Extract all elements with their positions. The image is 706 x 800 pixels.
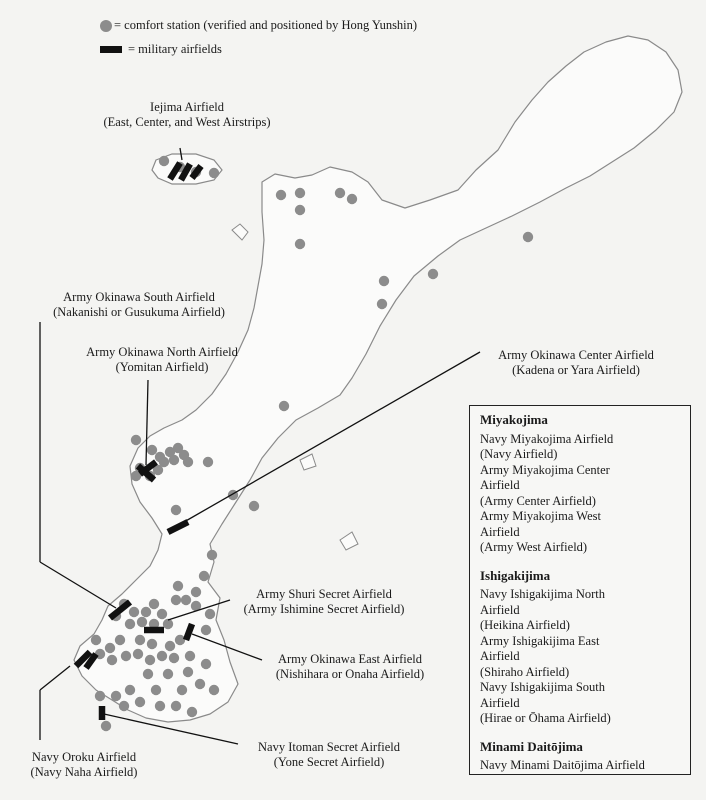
comfort-station-dot [171,505,181,515]
leader-line-oroku [40,666,70,690]
comfort-station-dot [125,619,135,629]
comfort-station-dot [181,595,191,605]
group-line: (Army Center Airfield) [480,493,596,508]
comfort-station-dot [249,501,259,511]
comfort-station-dot [165,641,175,651]
comfort-station-dot [191,587,201,597]
comfort-station-dot [173,581,183,591]
group-line: Navy Minami Daitōjima Airfield [480,758,645,772]
group-title: Ishigakijima [480,567,551,583]
comfort-station-dot [201,625,211,635]
group-line: (Army West Airfield) [480,540,588,554]
comfort-station-dot [125,685,135,695]
comfort-station-dot [177,685,187,695]
comfort-station-dot [143,669,153,679]
comfort-station-dot [183,457,193,467]
comfort-station-dot [209,168,219,178]
comfort-station-dot [131,435,141,445]
comfort-station-dot [157,651,167,661]
group-line: Army Miyakojima West [480,509,601,523]
comfort-station-dot [295,239,305,249]
comfort-station-dot [137,617,147,627]
legend-military-airfields [100,42,222,57]
group-line: Airfield [480,649,520,663]
comfort-station-dot [169,653,179,663]
group-line: Airfield [480,524,520,539]
comfort-station-dot [163,669,173,679]
legend-comfort-station [100,18,417,33]
comfort-station-dot [171,701,181,711]
group-lines [480,758,680,774]
group-line: (Shiraho Airfield) [480,664,570,679]
islet-outline [300,454,316,470]
group-line: Army Miyakojima Center [480,462,610,477]
legend-military-airfields-text: = military airfields [128,42,222,56]
comfort-station-dot [347,194,357,204]
comfort-station-dot [135,635,145,645]
comfort-station-dot [523,232,533,242]
comfort-station-dot [379,276,389,286]
comfort-station-dot [151,685,161,695]
comfort-station-dot [159,156,169,166]
comfort-station-dot [95,691,105,701]
legend-comfort-station-text: = comfort station (verified and positioned by Hong Yunshin) [114,18,418,32]
comfort-station-dot [121,651,131,661]
comfort-station-dot [207,550,217,560]
comfort-station-dot [187,707,197,717]
islet-outline [232,224,248,240]
label-army-shuri-secret-airfield: Army Shuri Secret Airfield (Army Ishimine Secret Airfield) [243,587,405,616]
comfort-station-dot [203,457,213,467]
comfort-station-dot [115,635,125,645]
group-line: Navy Miyakojima Airfield [480,431,614,446]
group-ishigakijima [480,568,680,727]
comfort-station-dot [155,701,165,711]
group-line: Airfield [480,602,520,617]
comfort-station-dot [129,607,139,617]
comfort-station-dot [171,595,181,605]
comfort-station-dot [205,609,215,619]
group-line: Navy Ishigakijima North [480,587,605,601]
comfort-station-dot [195,679,205,689]
comfort-station-dot [163,619,173,629]
islet-outline [340,532,358,550]
label-army-okinawa-east-airfield: Army Okinawa East Airfield (Nishihara or Onaha Airfield) [275,652,425,681]
comfort-station-legend-icon [100,20,112,32]
group-line: Army Ishigakijima East [480,633,600,648]
comfort-station-dot [295,188,305,198]
group-lines [480,587,680,727]
label-army-okinawa-south-airfield: Army Okinawa South Airfield (Nakanishi or Gusukuma Airfield) [53,290,225,319]
group-line: (Hirae or Ōhama Airfield) [480,711,611,725]
label-army-okinawa-center-airfield: Army Okinawa Center Airfield (Kadena or Yara Airfield) [498,348,654,377]
group-miyakojima [480,412,680,556]
comfort-station-dot [377,299,387,309]
comfort-station-dot [185,651,195,661]
comfort-station-dot [111,691,121,701]
group-line: Navy Ishigakijima South [480,680,605,694]
group-lines [480,432,680,556]
group-line: (Heikina Airfield) [480,618,570,632]
comfort-station-dot [175,635,185,645]
group-title: Miyakojima [480,412,548,427]
group-minami-daitojima [480,739,680,774]
label-navy-itoman-secret-airfield: Navy Itoman Secret Airfield (Yone Secret Airfield) [258,740,400,769]
comfort-station-dot [147,445,157,455]
comfort-station-dot [141,607,151,617]
label-army-okinawa-north-airfield: Army Okinawa North Airfield (Yomitan Airfield) [86,345,238,374]
comfort-station-dot [101,721,111,731]
comfort-station-dot [199,571,209,581]
comfort-station-dot [279,401,289,411]
comfort-station-dot [107,655,117,665]
comfort-station-dot [145,655,155,665]
group-line: (Navy Airfield) [480,447,558,461]
comfort-station-dot [91,635,101,645]
comfort-station-dot [133,649,143,659]
comfort-station-dot [157,609,167,619]
comfort-station-dot [428,269,438,279]
comfort-station-dot [201,659,211,669]
comfort-station-dot [295,205,305,215]
comfort-station-dot [135,697,145,707]
comfort-station-dot [119,701,129,711]
label-iejima-airfield: Iejima Airfield (East, Center, and West Airstrips) [103,100,271,129]
leader-line-okinawa-south [40,562,116,608]
group-line: Airfield [480,478,520,492]
comfort-station-dot [276,190,286,200]
group-line: Airfield [480,695,520,710]
airfield-legend-icon [100,46,122,53]
comfort-station-dot [105,643,115,653]
group-title: Minami Daitōjima [480,738,583,754]
comfort-station-dot [147,639,157,649]
label-navy-oroku-airfield: Navy Oroku Airfield (Navy Naha Airfield) [30,750,138,779]
comfort-station-dot [183,667,193,677]
other-islands-box [469,405,691,775]
comfort-station-dot [335,188,345,198]
comfort-station-dot [169,455,179,465]
comfort-station-dot [209,685,219,695]
comfort-station-dot [149,599,159,609]
